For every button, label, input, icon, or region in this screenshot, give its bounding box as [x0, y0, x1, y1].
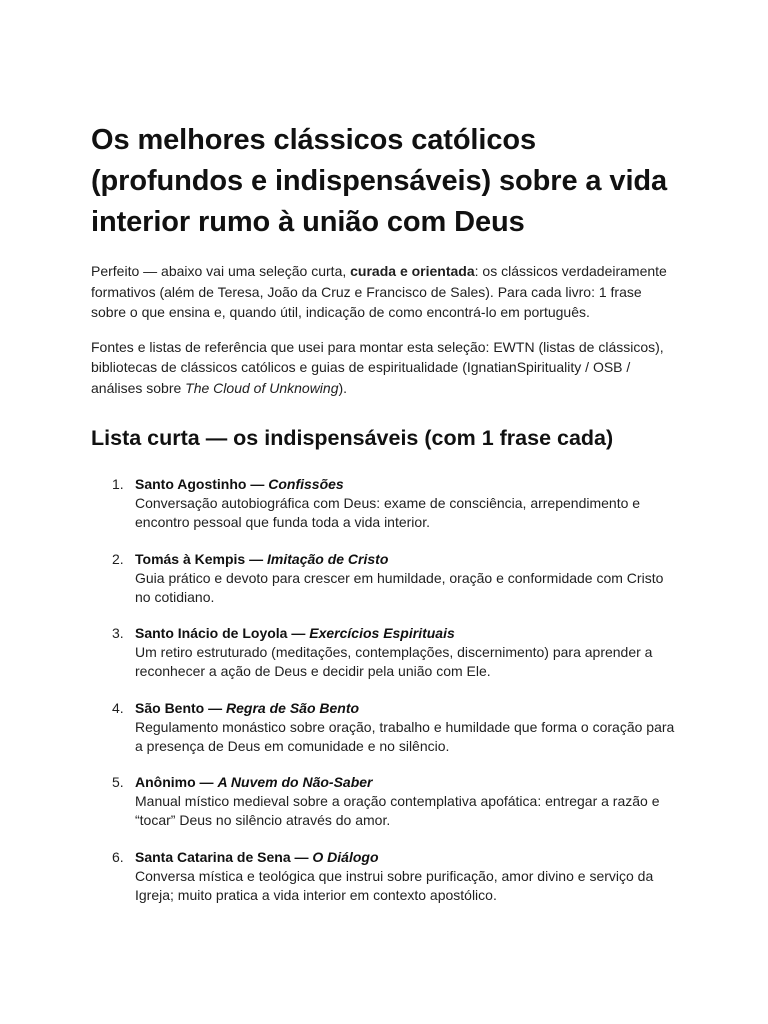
book-item-1: [91, 475, 676, 532]
book-author: Tomás à Kempis —: [135, 550, 268, 567]
page-title: Os melhores clássicos católicos (profundos e indispensáveis) sobre a vida interior rumo à união com Deus: [91, 124, 668, 238]
intro-paragraph: [91, 261, 676, 323]
book-description: Regulamento monástico sobre oração, trabalho e humildade que forma o coração para a presença de Deus em comunidade e no silêncio.: [135, 718, 675, 754]
book-number: 5.: [112, 774, 124, 790]
sources-text-after: ).: [338, 379, 348, 396]
book-description: Conversação autobiográfica com Deus: exame de consciência, arrependimento e encontro pessoal que funda toda a vida interior.: [135, 495, 641, 530]
book-description: Conversa mística e teológica que instrui sobre purificação, amor divino e serviço da Igreja; muito pratica a vida interior em contexto apostólico.: [135, 867, 654, 903]
book-description: Manual místico medieval sobre a oração contemplativa apofática: entregar a razão e “tocar” Deus no silêncio através do amor.: [135, 793, 660, 828]
book-item-6: [91, 848, 676, 905]
section-heading: Lista curta — os indispensáveis (com 1 frase cada): [91, 426, 614, 450]
book-title: Imitação de Cristo: [267, 550, 389, 567]
book-list: [91, 475, 676, 905]
book-item-4: [91, 699, 676, 756]
book-number: 2.: [112, 550, 124, 567]
book-author: Anônimo —: [135, 774, 218, 790]
book-description: Um retiro estruturado (meditações, contemplações, discernimento) para aprender a reconhecer a ação de Deus e decidir pela união com Ele.: [135, 644, 653, 679]
book-author: Santo Inácio de Loyola —: [135, 625, 310, 641]
intro-text-after: : os clássicos verdadeiramente formativos (além de Teresa, João da Cruz e Francisco de Sales). Para cada livro: 1 frase sobre o que ensina e, quando útil, indicação de como encontrá-lo em português.: [91, 263, 667, 320]
book-number: 3.: [112, 625, 124, 641]
sources-text-before: Fontes e listas de referência que usei para montar esta seleção: EWTN (listas de clássicos), bibliotecas de clássicos católicos e guias de espiritualidade (IgnatianSpirituality / OSB / análises sobre: [91, 338, 664, 396]
sources-paragraph: [91, 337, 676, 399]
book-number: 1.: [112, 476, 124, 492]
intro-text-before: Perfeito — abaixo vai uma seleção curta,: [91, 263, 351, 279]
book-author: São Bento —: [135, 699, 227, 716]
book-title: Exercícios Espirituais: [309, 625, 455, 641]
book-item-5: [91, 773, 676, 830]
book-number: 6.: [112, 848, 124, 865]
book-item-3: [91, 624, 676, 681]
book-title: Confissões: [268, 476, 344, 492]
book-author: Santa Catarina de Sena —: [135, 848, 313, 865]
book-title: O Diálogo: [312, 848, 379, 865]
book-title: Regra de São Bento: [226, 699, 360, 716]
book-number: 4.: [112, 699, 124, 716]
book-author: Santo Agostinho —: [135, 476, 269, 492]
book-title: A Nuvem do Não-Saber: [217, 774, 373, 790]
book-description: Guia prático e devoto para crescer em humildade, oração e conformidade com Cristo no cotidiano.: [135, 569, 664, 605]
intro-bold-text: curada e orientada: [350, 263, 475, 279]
book-item-2: [91, 550, 676, 607]
sources-italic-title: The Cloud of Unknowing: [185, 379, 339, 396]
